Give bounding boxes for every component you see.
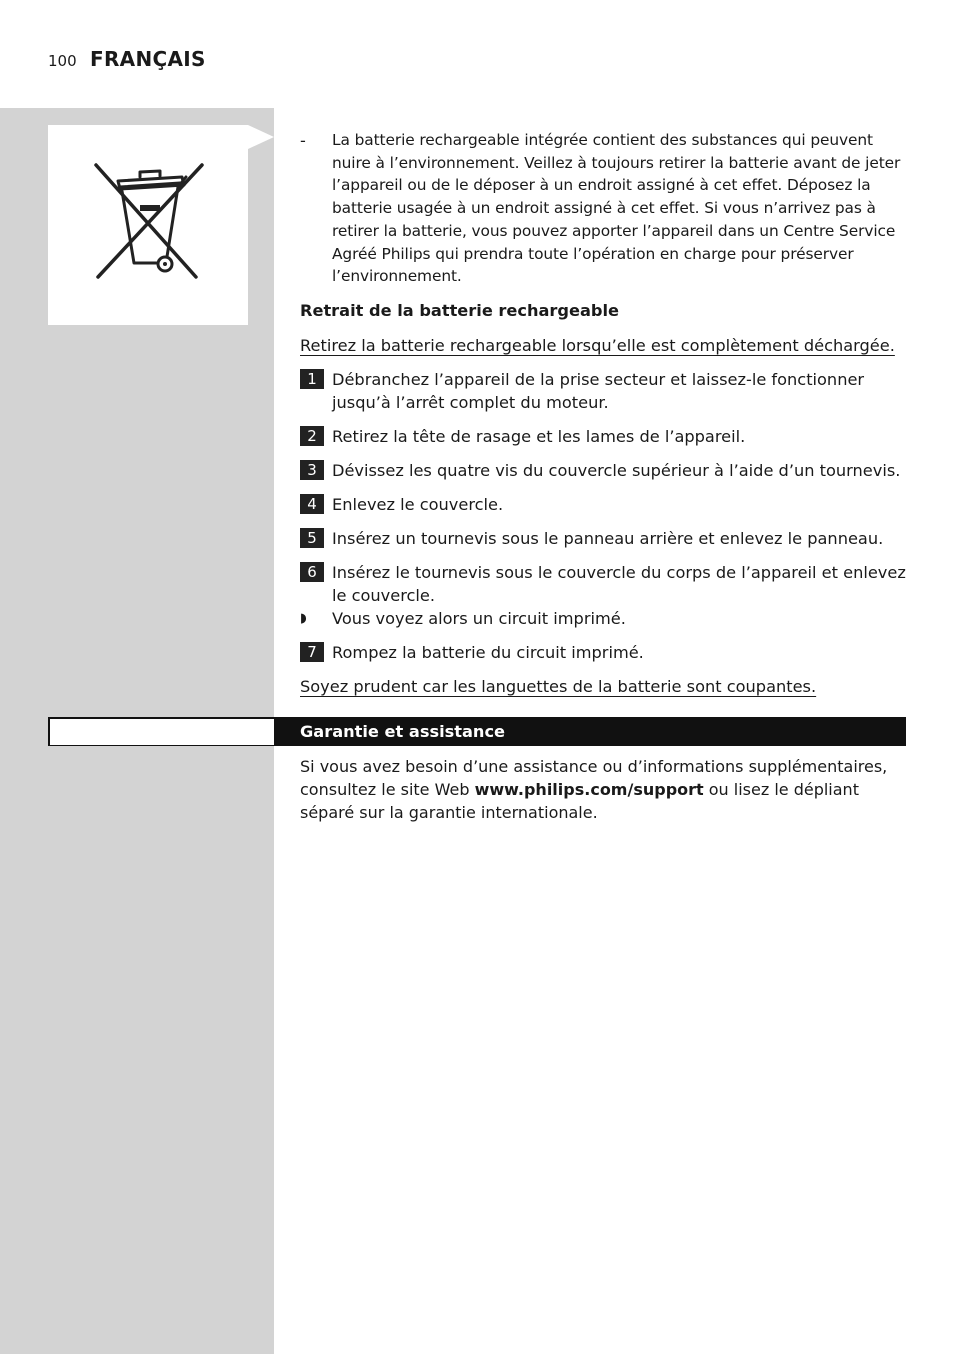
step-6 [300, 561, 910, 607]
result-text: Vous voyez alors un circuit imprimé. [332, 609, 626, 628]
battery-removal-heading: Retrait de la batterie rechargeable [300, 301, 620, 320]
step-text: Débranchez l’appareil de la prise secteur et laissez-le fonctionner jusqu’à l’arrêt complet du moteur. [332, 370, 865, 412]
crossed-out-wheelie-bin-icon [48, 125, 248, 325]
battery-removal-intro-text: Retirez la batterie rechargeable lorsqu’elle est complètement déchargée. [300, 336, 895, 355]
step-4 [300, 493, 910, 516]
environment-text: La batterie rechargeable intégrée contient des substances qui peuvent nuire à l’environnement. Veillez à toujours retirer la batterie avant de jeter l’appareil ou de le déposer à un endroit assigné à cet effet. Déposez la batterie usagée à un endroit assigné à cet effet. Si vous n’arrivez pas à retirer la batterie, vous pouvez apporter l’appareil dans un Centre Service Agréé Philips qui prendra toute l’opération en charge pour préserver l’environnement. [332, 131, 901, 286]
step-number: 7 [300, 642, 324, 662]
step-number: 6 [300, 562, 324, 582]
step-2 [300, 425, 910, 448]
dash-marker: - [300, 131, 306, 150]
warranty-heading: Garantie et assistance [300, 722, 506, 741]
page-number: 100 [48, 52, 77, 70]
warranty-text-after: ou lisez le dépliant séparé sur la garantie internationale. [300, 780, 859, 822]
step-6-result [300, 607, 910, 630]
step-text: Enlevez le couvercle. [332, 495, 504, 514]
step-number: 4 [300, 494, 324, 514]
step-text: Insérez le tournevis sous le couvercle du corps de l’appareil et enlevez le couvercle. [332, 563, 906, 605]
step-number: 2 [300, 426, 324, 446]
step-number: 5 [300, 528, 324, 548]
icon-pointer-notch [248, 125, 274, 149]
language-title: FRANÇAIS [90, 47, 206, 71]
step-7 [300, 641, 910, 664]
battery-warning [300, 675, 910, 698]
step-text: Retirez la tête de rasage et les lames de l’appareil. [332, 427, 746, 446]
warranty-text-before: Si vous avez besoin d’une assistance ou d’informations supplémentaires, consultez le site Web [300, 757, 888, 799]
warranty-text [300, 755, 910, 824]
result-bullet-icon: ◗ [300, 611, 307, 626]
step-text: Insérez un tournevis sous le panneau arrière et enlevez le panneau. [332, 529, 884, 548]
environment-item [300, 129, 910, 288]
battery-warning-text: Soyez prudent car les languettes de la batterie sont coupantes. [300, 677, 817, 696]
step-text: Dévissez les quatre vis du couvercle supérieur à l’aide d’un tournevis. [332, 461, 901, 480]
step-text: Rompez la batterie du circuit imprimé. [332, 643, 644, 662]
battery-removal-intro [300, 334, 910, 357]
section-bar-left-blank [50, 719, 274, 745]
support-link[interactable]: www.philips.com/support [474, 780, 704, 799]
weee-icon-box [48, 125, 248, 325]
step-number: 1 [300, 369, 324, 389]
step-number: 3 [300, 460, 324, 480]
step-1 [300, 368, 910, 414]
step-5 [300, 527, 910, 550]
step-3 [300, 459, 920, 482]
